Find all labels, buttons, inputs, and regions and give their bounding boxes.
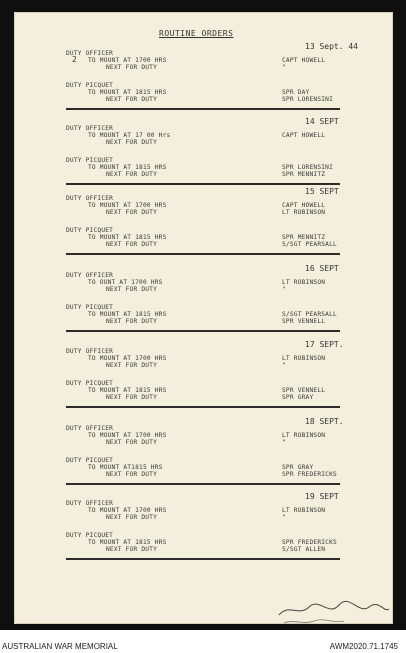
officer-mount-time: TO MOUNT AT 1700 HRS xyxy=(88,432,167,439)
duty-picquet-heading: DUTY PICQUET xyxy=(66,157,114,164)
duty-picquet-heading: DUTY PICQUET xyxy=(66,532,114,539)
order-section xyxy=(14,42,393,112)
picquet-next-name: SPR GRAY xyxy=(282,394,314,401)
officer-next-name: " xyxy=(282,514,286,521)
picquet-next-name: SPR FREDERICKS xyxy=(282,471,337,478)
order-section xyxy=(14,117,393,187)
officer-name: CAPT HOWELL xyxy=(282,202,326,209)
officer-next-label: NEXT FOR DUTY xyxy=(106,439,158,446)
picquet-name: SPR VENNELL xyxy=(282,387,326,394)
section-divider xyxy=(66,330,340,332)
officer-name: LT ROBINSON xyxy=(282,355,326,362)
officer-next-label: NEXT FOR DUTY xyxy=(106,139,158,146)
picquet-mount-time: TO MOUNT AT 1815 HRS xyxy=(88,89,167,96)
picquet-next-label: NEXT FOR DUTY xyxy=(106,96,158,103)
section-divider xyxy=(66,253,340,255)
picquet-name: SPR MENNITZ xyxy=(282,234,326,241)
duty-picquet-heading: DUTY PICQUET xyxy=(66,457,114,464)
picquet-mount-time: TO MOUNT AT1815 HRS xyxy=(88,464,163,471)
picquet-next-label: NEXT FOR DUTY xyxy=(106,471,158,478)
picquet-mount-time: TO MOUNT AT 1815 HRS xyxy=(88,387,167,394)
duty-officer-heading: DUTY OFFICER xyxy=(66,500,114,507)
officer-next-label: NEXT FOR DUTY xyxy=(106,362,158,369)
duty-picquet-heading: DUTY PICQUET xyxy=(66,380,114,387)
officer-name: LT ROBINSON xyxy=(282,432,326,439)
officer-mount-time: TO MOUNT AT 1700 HRS xyxy=(88,355,167,362)
section-divider xyxy=(66,183,340,185)
duty-picquet-heading: DUTY PICQUET xyxy=(66,304,114,311)
document-page xyxy=(14,12,393,624)
footer-bar xyxy=(0,630,406,653)
picquet-next-label: NEXT FOR DUTY xyxy=(106,394,158,401)
footer-accession-number: AWM2020.71.1745 xyxy=(329,642,398,651)
section-date: 17 SEPT. xyxy=(305,340,344,349)
duty-officer-heading: DUTY OFFICER xyxy=(66,50,114,57)
order-section xyxy=(14,340,393,410)
picquet-mount-time: TO MOUNT AT 1815 HRS xyxy=(88,164,167,171)
officer-mount-time: TO MOUNT AT 1700 HRS xyxy=(88,57,167,64)
officer-next-name: " xyxy=(282,362,286,369)
picquet-next-name: S/SGT PEARSALL xyxy=(282,241,337,248)
duty-officer-heading: DUTY OFFICER xyxy=(66,425,114,432)
duty-officer-heading: DUTY OFFICER xyxy=(66,125,114,132)
picquet-name: SPR LORENSINI xyxy=(282,164,334,171)
officer-mount-time: TO MOUNT AT 1700 HRS xyxy=(88,507,167,514)
officer-next-name: LT ROBINSON xyxy=(282,209,326,216)
order-section xyxy=(14,492,393,562)
handwritten-signature xyxy=(274,597,394,627)
officer-next-name: " xyxy=(282,286,286,293)
document-title: ROUTINE ORDERS xyxy=(159,29,234,38)
officer-next-label: NEXT FOR DUTY xyxy=(106,64,158,71)
officer-mount-time: TO OUNT AT 1700 HRS xyxy=(88,279,163,286)
picquet-next-name: S/SGT ALLEN xyxy=(282,546,326,553)
picquet-mount-time: TO MOUNT AT 1815 HRS xyxy=(88,234,167,241)
officer-next-label: NEXT FOR DUTY xyxy=(106,209,158,216)
picquet-next-name: SPR VENNELL xyxy=(282,318,326,325)
section-date: 16 SEPT xyxy=(305,264,339,273)
picquet-next-label: NEXT FOR DUTY xyxy=(106,546,158,553)
section-divider xyxy=(66,108,340,110)
order-section xyxy=(14,187,393,257)
picquet-next-label: NEXT FOR DUTY xyxy=(106,318,158,325)
picquet-mount-time: TO MOUNT AT 1815 HRS xyxy=(88,311,167,318)
picquet-next-label: NEXT FOR DUTY xyxy=(106,241,158,248)
picquet-name: SPR FREDERICKS xyxy=(282,539,337,546)
officer-mount-time: TO MOUNT AT 17 00 Hrs xyxy=(88,132,171,139)
duty-officer-heading: DUTY OFFICER xyxy=(66,272,114,279)
footer-source: AUSTRALIAN WAR MEMORIAL xyxy=(2,642,118,651)
section-date: 14 SEPT xyxy=(305,117,339,126)
picquet-next-name: SPR MENNITZ xyxy=(282,171,326,178)
section-date: 13 Sept. 44 xyxy=(305,42,358,51)
picquet-name: SPR GRAY xyxy=(282,464,314,471)
officer-next-label: NEXT FOR DUTY xyxy=(106,286,158,293)
duty-officer-heading: DUTY OFFICER xyxy=(66,195,114,202)
section-date: 15 SEPT xyxy=(305,187,339,196)
officer-next-label: NEXT FOR DUTY xyxy=(106,514,158,521)
picquet-next-label: NEXT FOR DUTY xyxy=(106,171,158,178)
officer-name: CAPT HOWELL xyxy=(282,57,326,64)
order-section xyxy=(14,417,393,487)
section-divider xyxy=(66,406,340,408)
section-date: 19 SEPT xyxy=(305,492,339,501)
picquet-name: SPR DAY xyxy=(282,89,310,96)
picquet-next-name: SPR LORENSINI xyxy=(282,96,334,103)
section-date: 18 SEPT. xyxy=(305,417,344,426)
section-divider xyxy=(66,558,340,560)
order-section xyxy=(14,264,393,334)
officer-name: LT ROBINSON xyxy=(282,279,326,286)
officer-name: CAPT HOWELL xyxy=(282,132,326,139)
officer-mount-time: TO MOUNT AT 1700 HRS xyxy=(88,202,167,209)
picquet-mount-time: TO MOUNT AT 1815 HRS xyxy=(88,539,167,546)
corner-mark: 2 xyxy=(72,55,77,64)
officer-name: LT ROBINSON xyxy=(282,507,326,514)
section-divider xyxy=(66,483,340,485)
duty-officer-heading: DUTY OFFICER xyxy=(66,348,114,355)
duty-picquet-heading: DUTY PICQUET xyxy=(66,82,114,89)
picquet-name: S/SGT PEARSALL xyxy=(282,311,337,318)
officer-next-name: " xyxy=(282,439,286,446)
officer-next-name: " xyxy=(282,64,286,71)
duty-picquet-heading: DUTY PICQUET xyxy=(66,227,114,234)
